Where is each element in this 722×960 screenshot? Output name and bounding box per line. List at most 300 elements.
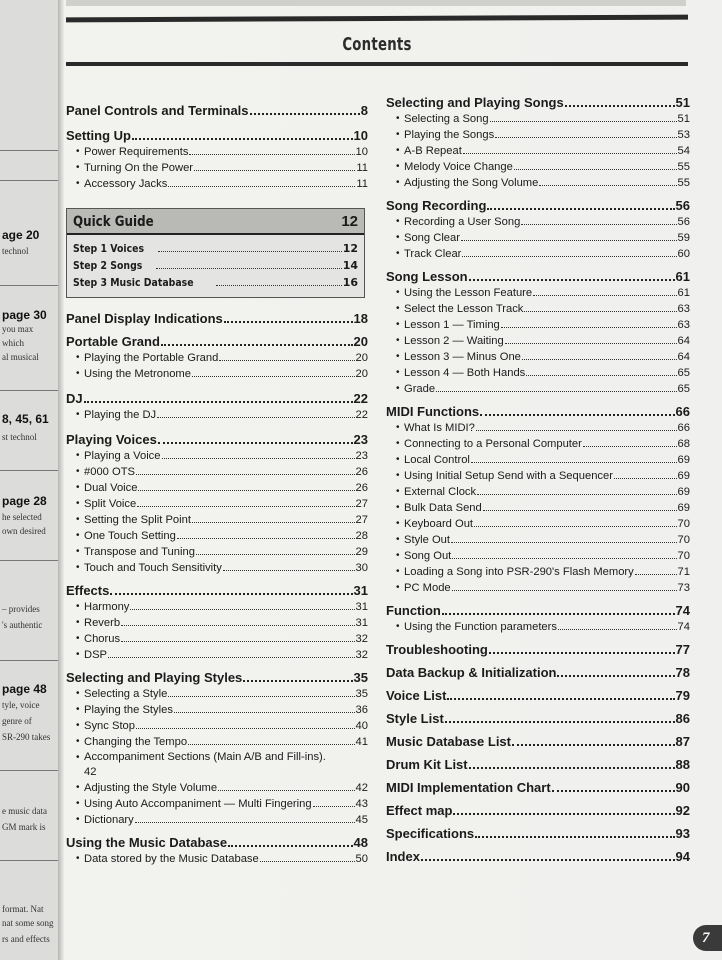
dot-leader: [194, 170, 355, 171]
entry-title: Voice List: [386, 688, 447, 703]
entry-title: • External Clock: [404, 486, 477, 498]
entry-page: 11: [356, 162, 368, 174]
toc-section-heading[interactable]: [386, 756, 690, 773]
toc-subentry[interactable]: [386, 420, 690, 436]
entry-title: • Selecting a Style: [84, 688, 168, 700]
entry-title: MIDI Functions: [386, 404, 480, 419]
dot-leader: [461, 240, 677, 241]
title-rule-bottom: [66, 62, 688, 66]
toc-subentry[interactable]: [386, 548, 690, 564]
margin-text-fragment: – provides: [2, 604, 40, 614]
entry-page: 48: [353, 835, 368, 850]
toc-subentry[interactable]: [66, 631, 368, 647]
dot-leader: [565, 105, 675, 107]
entry-page: 73: [677, 582, 690, 594]
toc-subentry[interactable]: [386, 468, 690, 484]
dot-leader: [522, 359, 677, 360]
dot-leader: [177, 538, 355, 539]
toc-subentry[interactable]: [386, 500, 690, 516]
entry-page: 11: [356, 178, 368, 190]
toc-section: [386, 641, 690, 658]
toc-subentry[interactable]: [386, 159, 690, 175]
toc-subentry[interactable]: [386, 564, 690, 580]
entry-page: 26: [355, 466, 368, 478]
entry-page: 56: [677, 216, 690, 228]
toc-subentry[interactable]: [386, 516, 690, 532]
quick-guide-step[interactable]: [73, 257, 358, 274]
entry-title: Step 2 Songs: [73, 259, 143, 272]
entry-title: • Transpose and Tuning: [84, 546, 195, 558]
entry-page: 68: [677, 438, 690, 450]
dot-leader: [451, 542, 677, 543]
entry-page: 74: [675, 603, 690, 618]
toc-subentry[interactable]: [66, 780, 368, 796]
dot-leader: [471, 462, 677, 463]
toc-subentry[interactable]: [66, 647, 368, 663]
entry-page: 55: [677, 177, 690, 189]
entry-page: 87: [675, 734, 690, 749]
margin-text-fragment: 's authentic: [2, 620, 43, 630]
margin-text-fragment: genre of: [2, 716, 32, 726]
dot-leader: [614, 478, 677, 479]
entry-page: 70: [677, 518, 690, 530]
toc-subentry[interactable]: [386, 532, 690, 548]
toc-subentry[interactable]: [66, 851, 368, 867]
toc-section: [386, 687, 690, 704]
toc-section-heading[interactable]: [386, 641, 690, 658]
toc-subentry[interactable]: [66, 615, 368, 631]
dot-leader: [162, 458, 355, 459]
entry-page: 65: [677, 383, 690, 395]
margin-text-fragment: GM mark is: [2, 822, 46, 832]
toc-subentry[interactable]: [386, 301, 690, 317]
entry-page: 79: [675, 688, 690, 703]
toc-section-heading[interactable]: [386, 825, 690, 842]
dot-leader: [192, 376, 355, 377]
entry-page: 31: [353, 583, 368, 598]
margin-text-fragment: page 30: [2, 308, 47, 322]
dot-leader: [108, 657, 355, 658]
entry-title: • Using Initial Setup Send with a Sequencer: [404, 470, 613, 482]
toc-section: [66, 582, 368, 663]
dot-leader: [135, 822, 355, 823]
toc-subentry[interactable]: [66, 464, 368, 480]
dot-leader: [218, 790, 354, 791]
toc-section-heading[interactable]: [66, 834, 368, 851]
toc-section: [386, 802, 690, 819]
dot-leader: [313, 806, 355, 807]
entry-title: • Style Out: [404, 534, 451, 546]
dot-leader: [168, 696, 354, 697]
margin-text-fragment: st technol: [2, 432, 37, 442]
toc-subentry[interactable]: [386, 365, 690, 381]
entry-title: • Playing the DJ: [84, 409, 157, 421]
dot-leader: [158, 442, 353, 444]
entry-title: • Changing the Tempo: [84, 736, 188, 748]
entry-title: • #000 OTS: [84, 466, 135, 478]
entry-page: 90: [675, 780, 690, 795]
entry-title: Style List: [386, 711, 444, 726]
dot-leader: [514, 169, 677, 170]
entry-title: • Lesson 3 — Minus One: [404, 351, 521, 363]
entry-title: • Song Out: [404, 550, 452, 562]
margin-text-fragment: SR-290 takes: [2, 732, 51, 742]
margin-text-fragment: you max: [2, 324, 34, 334]
dot-leader: [635, 574, 677, 575]
entry-title: • PC Mode: [404, 582, 451, 594]
dot-leader: [174, 712, 355, 713]
entry-page: 27: [355, 514, 368, 526]
entry-page: 26: [355, 482, 368, 494]
entry-title: Panel Controls and Terminals: [66, 103, 249, 118]
toc-subentry[interactable]: [66, 560, 368, 576]
entry-title: • Loading a Song into PSR-290's Flash Memory: [404, 566, 634, 578]
toc-section: [66, 127, 368, 192]
entry-page: 16: [342, 276, 358, 289]
toc-subentry[interactable]: [386, 484, 690, 500]
toc-section-heading[interactable]: [66, 582, 368, 599]
margin-rule: [0, 660, 58, 661]
dot-leader: [501, 327, 677, 328]
toc-subentry[interactable]: [386, 175, 690, 191]
dot-leader: [243, 680, 352, 682]
margin-rule: [0, 150, 58, 151]
entry-title: Selecting and Playing Songs: [386, 95, 564, 110]
dot-leader: [583, 446, 677, 447]
entry-title: Effects: [66, 583, 110, 598]
entry-page: 31: [355, 617, 368, 629]
toc-section-heading[interactable]: [386, 268, 690, 285]
dot-leader: [452, 558, 676, 559]
entry-page: 12: [342, 242, 358, 255]
dot-leader: [521, 224, 676, 225]
toc-section: [386, 733, 690, 750]
entry-page: 40: [355, 720, 368, 732]
entry-page: 31: [355, 601, 368, 613]
entry-title: • Using Auto Accompaniment — Multi Fingering: [84, 798, 312, 810]
toc-section-heading[interactable]: [66, 669, 368, 686]
toc-section-heading[interactable]: [386, 94, 690, 111]
dot-leader: [436, 391, 676, 392]
entry-title: • Bulk Data Send: [404, 502, 482, 514]
margin-text-fragment: 8, 45, 61: [2, 412, 49, 426]
entry-page: 35: [355, 688, 368, 700]
toc-section-heading[interactable]: [386, 197, 690, 214]
entry-page: 86: [675, 711, 690, 726]
toc-subentry[interactable]: [66, 750, 368, 780]
entry-page: 51: [677, 113, 690, 125]
dot-leader: [137, 506, 354, 507]
dot-leader: [539, 185, 676, 186]
entry-title: • Using the Lesson Feature: [404, 287, 533, 299]
dot-leader: [490, 121, 677, 122]
dot-leader: [216, 285, 342, 286]
toc-subentry[interactable]: [66, 702, 368, 718]
margin-rule: [0, 180, 58, 181]
toc-subentry[interactable]: [386, 230, 690, 246]
entry-page: 53: [677, 129, 690, 141]
toc-subentry[interactable]: [386, 619, 690, 635]
entry-page: 28: [355, 530, 368, 542]
dot-leader: [475, 836, 674, 838]
toc-subentry[interactable]: [66, 512, 368, 528]
dot-leader: [512, 744, 675, 746]
toc-subentry[interactable]: [386, 349, 690, 365]
entry-title: • Using the Metronome: [84, 368, 191, 380]
entry-title: • A-B Repeat: [404, 145, 462, 157]
toc-subentry[interactable]: [66, 496, 368, 512]
toc-subentry[interactable]: [66, 366, 368, 382]
entry-page: 59: [677, 232, 690, 244]
entry-title: Step 3 Music Database: [73, 276, 194, 289]
entry-title: Drum Kit List: [386, 757, 468, 772]
entry-page: 43: [355, 798, 368, 810]
toc-subentry[interactable]: [66, 544, 368, 560]
toc-subentry[interactable]: [66, 480, 368, 496]
dot-leader: [121, 625, 354, 626]
dot-leader: [138, 490, 354, 491]
entry-page: 36: [355, 704, 368, 716]
entry-page: 10: [355, 146, 368, 158]
toc-section: [66, 390, 368, 423]
toc-subentry[interactable]: [66, 599, 368, 615]
entry-page: 35: [353, 670, 368, 685]
entry-title: • Playing the Portable Grand: [84, 352, 219, 364]
dot-leader: [453, 813, 674, 815]
toc-section-heading[interactable]: [386, 733, 690, 750]
entry-page: 23: [353, 432, 368, 447]
entry-title: Setting Up: [66, 128, 131, 143]
margin-text-fragment: format. Nat: [2, 904, 44, 914]
toc-section-heading[interactable]: [66, 333, 368, 350]
entry-title: Effect map: [386, 803, 453, 818]
toc-subentry[interactable]: [386, 285, 690, 301]
dot-leader: [161, 344, 353, 346]
quick-guide-page: 12: [341, 213, 358, 230]
toc-subentry[interactable]: [386, 214, 690, 230]
entry-title: Using the Music Database: [66, 835, 228, 850]
entry-page: 10: [353, 128, 368, 143]
dot-leader: [224, 321, 353, 323]
dot-leader: [474, 526, 677, 527]
entry-page: 29: [355, 546, 368, 558]
dot-leader: [156, 268, 342, 269]
toc-section-heading[interactable]: [66, 390, 368, 407]
dot-leader: [260, 861, 355, 862]
margin-text-fragment: which: [2, 338, 24, 348]
dot-leader: [442, 613, 675, 615]
entry-page: 42: [84, 766, 97, 778]
entry-page: 20: [355, 352, 368, 364]
dot-leader: [196, 554, 355, 555]
entry-page: 69: [677, 502, 690, 514]
margin-text-fragment: page 28: [2, 494, 47, 508]
dot-leader: [250, 113, 360, 115]
dot-leader: [463, 153, 677, 154]
toc-subentry[interactable]: [386, 111, 690, 127]
quick-guide-step[interactable]: [73, 240, 358, 257]
toc-subentry[interactable]: [66, 144, 368, 160]
entry-title: • DSP: [84, 649, 108, 661]
entry-page: 71: [677, 566, 690, 578]
dot-leader: [533, 295, 676, 296]
entry-title: • Connecting to a Personal Computer: [404, 438, 582, 450]
dot-leader: [487, 208, 674, 210]
entry-title: • Playing the Styles: [84, 704, 173, 716]
entry-page: 64: [677, 351, 690, 363]
entry-page: 69: [677, 454, 690, 466]
dot-leader: [445, 721, 675, 723]
toc-section-heading[interactable]: [66, 310, 368, 327]
toc-subentry[interactable]: [66, 528, 368, 544]
entry-title: • Lesson 2 — Waiting: [404, 335, 504, 347]
entry-title: • Recording a User Song: [404, 216, 521, 228]
entry-title: Function: [386, 603, 441, 618]
entry-title: • Turning On the Power: [84, 162, 194, 174]
toc-section-heading[interactable]: [386, 602, 690, 619]
dot-leader: [524, 311, 676, 312]
entry-title: • Power Requirements: [84, 146, 189, 158]
toc-subentry[interactable]: [386, 143, 690, 159]
entry-title: • One Touch Setting: [84, 530, 176, 542]
dot-leader: [189, 154, 354, 155]
toc-section: [386, 664, 690, 681]
entry-title: Portable Grand: [66, 334, 160, 349]
toc-section-heading[interactable]: [386, 779, 690, 796]
toc-section: [386, 94, 690, 191]
dot-leader: [110, 593, 352, 595]
entry-title: Troubleshooting: [386, 642, 488, 657]
entry-title: • Adjusting the Style Volume: [84, 782, 218, 794]
toc-subentry[interactable]: [386, 580, 690, 596]
toc-subentry[interactable]: [386, 333, 690, 349]
entry-title: Step 1 Voices: [73, 242, 145, 255]
entry-title: MIDI Implementation Chart: [386, 780, 551, 795]
toc-section: [66, 310, 368, 327]
toc-subentry[interactable]: [66, 350, 368, 366]
toc-section-heading[interactable]: [386, 664, 690, 681]
toc-section-heading[interactable]: [66, 102, 368, 119]
toc-subentry[interactable]: [386, 246, 690, 262]
entry-page: 18: [353, 311, 368, 326]
entry-title: DJ: [66, 391, 83, 406]
entry-title: Specifications: [386, 826, 475, 841]
toc-section-heading[interactable]: [66, 431, 368, 448]
toc-subentry[interactable]: [66, 796, 368, 812]
top-band: [66, 0, 686, 6]
entry-page: 69: [677, 470, 690, 482]
margin-text-fragment: nat some song: [2, 918, 54, 928]
toc-section-heading[interactable]: [66, 127, 368, 144]
dot-leader: [557, 675, 674, 677]
toc-subentry[interactable]: [66, 686, 368, 702]
entry-title: • Dual Voice: [84, 482, 138, 494]
title-rule-top: [66, 15, 688, 23]
toc-subentry[interactable]: [66, 407, 368, 423]
toc-subentry[interactable]: [66, 718, 368, 734]
dot-leader: [158, 251, 342, 252]
entry-page: 94: [675, 849, 690, 864]
margin-text-fragment: rs and effects: [2, 934, 50, 944]
entry-title: • Keyboard Out: [404, 518, 474, 530]
entry-title: • Grade: [404, 383, 436, 395]
entry-title: • Playing a Voice: [84, 450, 161, 462]
entry-title: • Chorus: [84, 633, 121, 645]
toc-section-heading[interactable]: [386, 848, 690, 865]
toc-section: [386, 825, 690, 842]
entry-page: 70: [677, 534, 690, 546]
entry-page: 70: [677, 550, 690, 562]
entry-title: • What Is MIDI?: [404, 422, 475, 434]
entry-title: • Playing the Songs: [404, 129, 495, 141]
entry-page: 93: [675, 826, 690, 841]
entry-title: • Track Clear: [404, 248, 462, 260]
dot-leader: [228, 845, 352, 847]
page-title: Contents: [342, 34, 412, 55]
entry-page: 32: [355, 633, 368, 645]
toc-subentry[interactable]: [386, 127, 690, 143]
entry-page: 74: [677, 621, 690, 633]
entry-page: 22: [355, 409, 368, 421]
toc-subentry[interactable]: [386, 452, 690, 468]
entry-page: 55: [677, 161, 690, 173]
toc-section-heading[interactable]: [386, 687, 690, 704]
dot-leader: [136, 728, 355, 729]
margin-rule: [0, 560, 58, 561]
dot-leader: [84, 401, 353, 403]
entry-title: • Adjusting the Song Volume: [404, 177, 539, 189]
toc-section: [386, 756, 690, 773]
margin-rule: [0, 770, 58, 771]
toc-subentry[interactable]: [66, 734, 368, 750]
entry-page: 92: [675, 803, 690, 818]
binding-shadow: [58, 0, 64, 960]
entry-page: 66: [675, 404, 690, 419]
toc-section-heading[interactable]: [386, 403, 690, 420]
quick-guide-step[interactable]: [73, 274, 358, 291]
entry-page: 14: [342, 259, 358, 272]
entry-page: 23: [355, 450, 368, 462]
toc-left-column: [66, 96, 368, 867]
toc-subentry[interactable]: [66, 160, 368, 176]
toc-subentry[interactable]: [66, 448, 368, 464]
toc-section-heading[interactable]: [386, 802, 690, 819]
entry-page: 22: [353, 391, 368, 406]
margin-text-fragment: page 48: [2, 682, 47, 696]
entry-title: • Data stored by the Music Database: [84, 853, 259, 865]
entry-page: 20: [355, 368, 368, 380]
dot-leader: [452, 590, 677, 591]
margin-text-fragment: he selected: [2, 512, 42, 522]
toc-subentry[interactable]: [66, 176, 368, 192]
toc-subentry[interactable]: [386, 436, 690, 452]
toc-section-heading[interactable]: [386, 710, 690, 727]
toc-subentry[interactable]: [386, 381, 690, 397]
toc-subentry[interactable]: [66, 812, 368, 828]
dot-leader: [483, 510, 677, 511]
entry-page: 27: [355, 498, 368, 510]
margin-text-fragment: al musical: [2, 352, 39, 362]
dot-leader: [121, 641, 354, 642]
margin-text-fragment: technol: [2, 246, 29, 256]
entry-page: 69: [677, 486, 690, 498]
toc-subentry[interactable]: [386, 317, 690, 333]
dot-leader: [192, 522, 355, 523]
toc-section: [386, 779, 690, 796]
dot-leader: [552, 790, 675, 792]
entry-page: 32: [355, 649, 368, 661]
entry-page: 54: [677, 145, 690, 157]
